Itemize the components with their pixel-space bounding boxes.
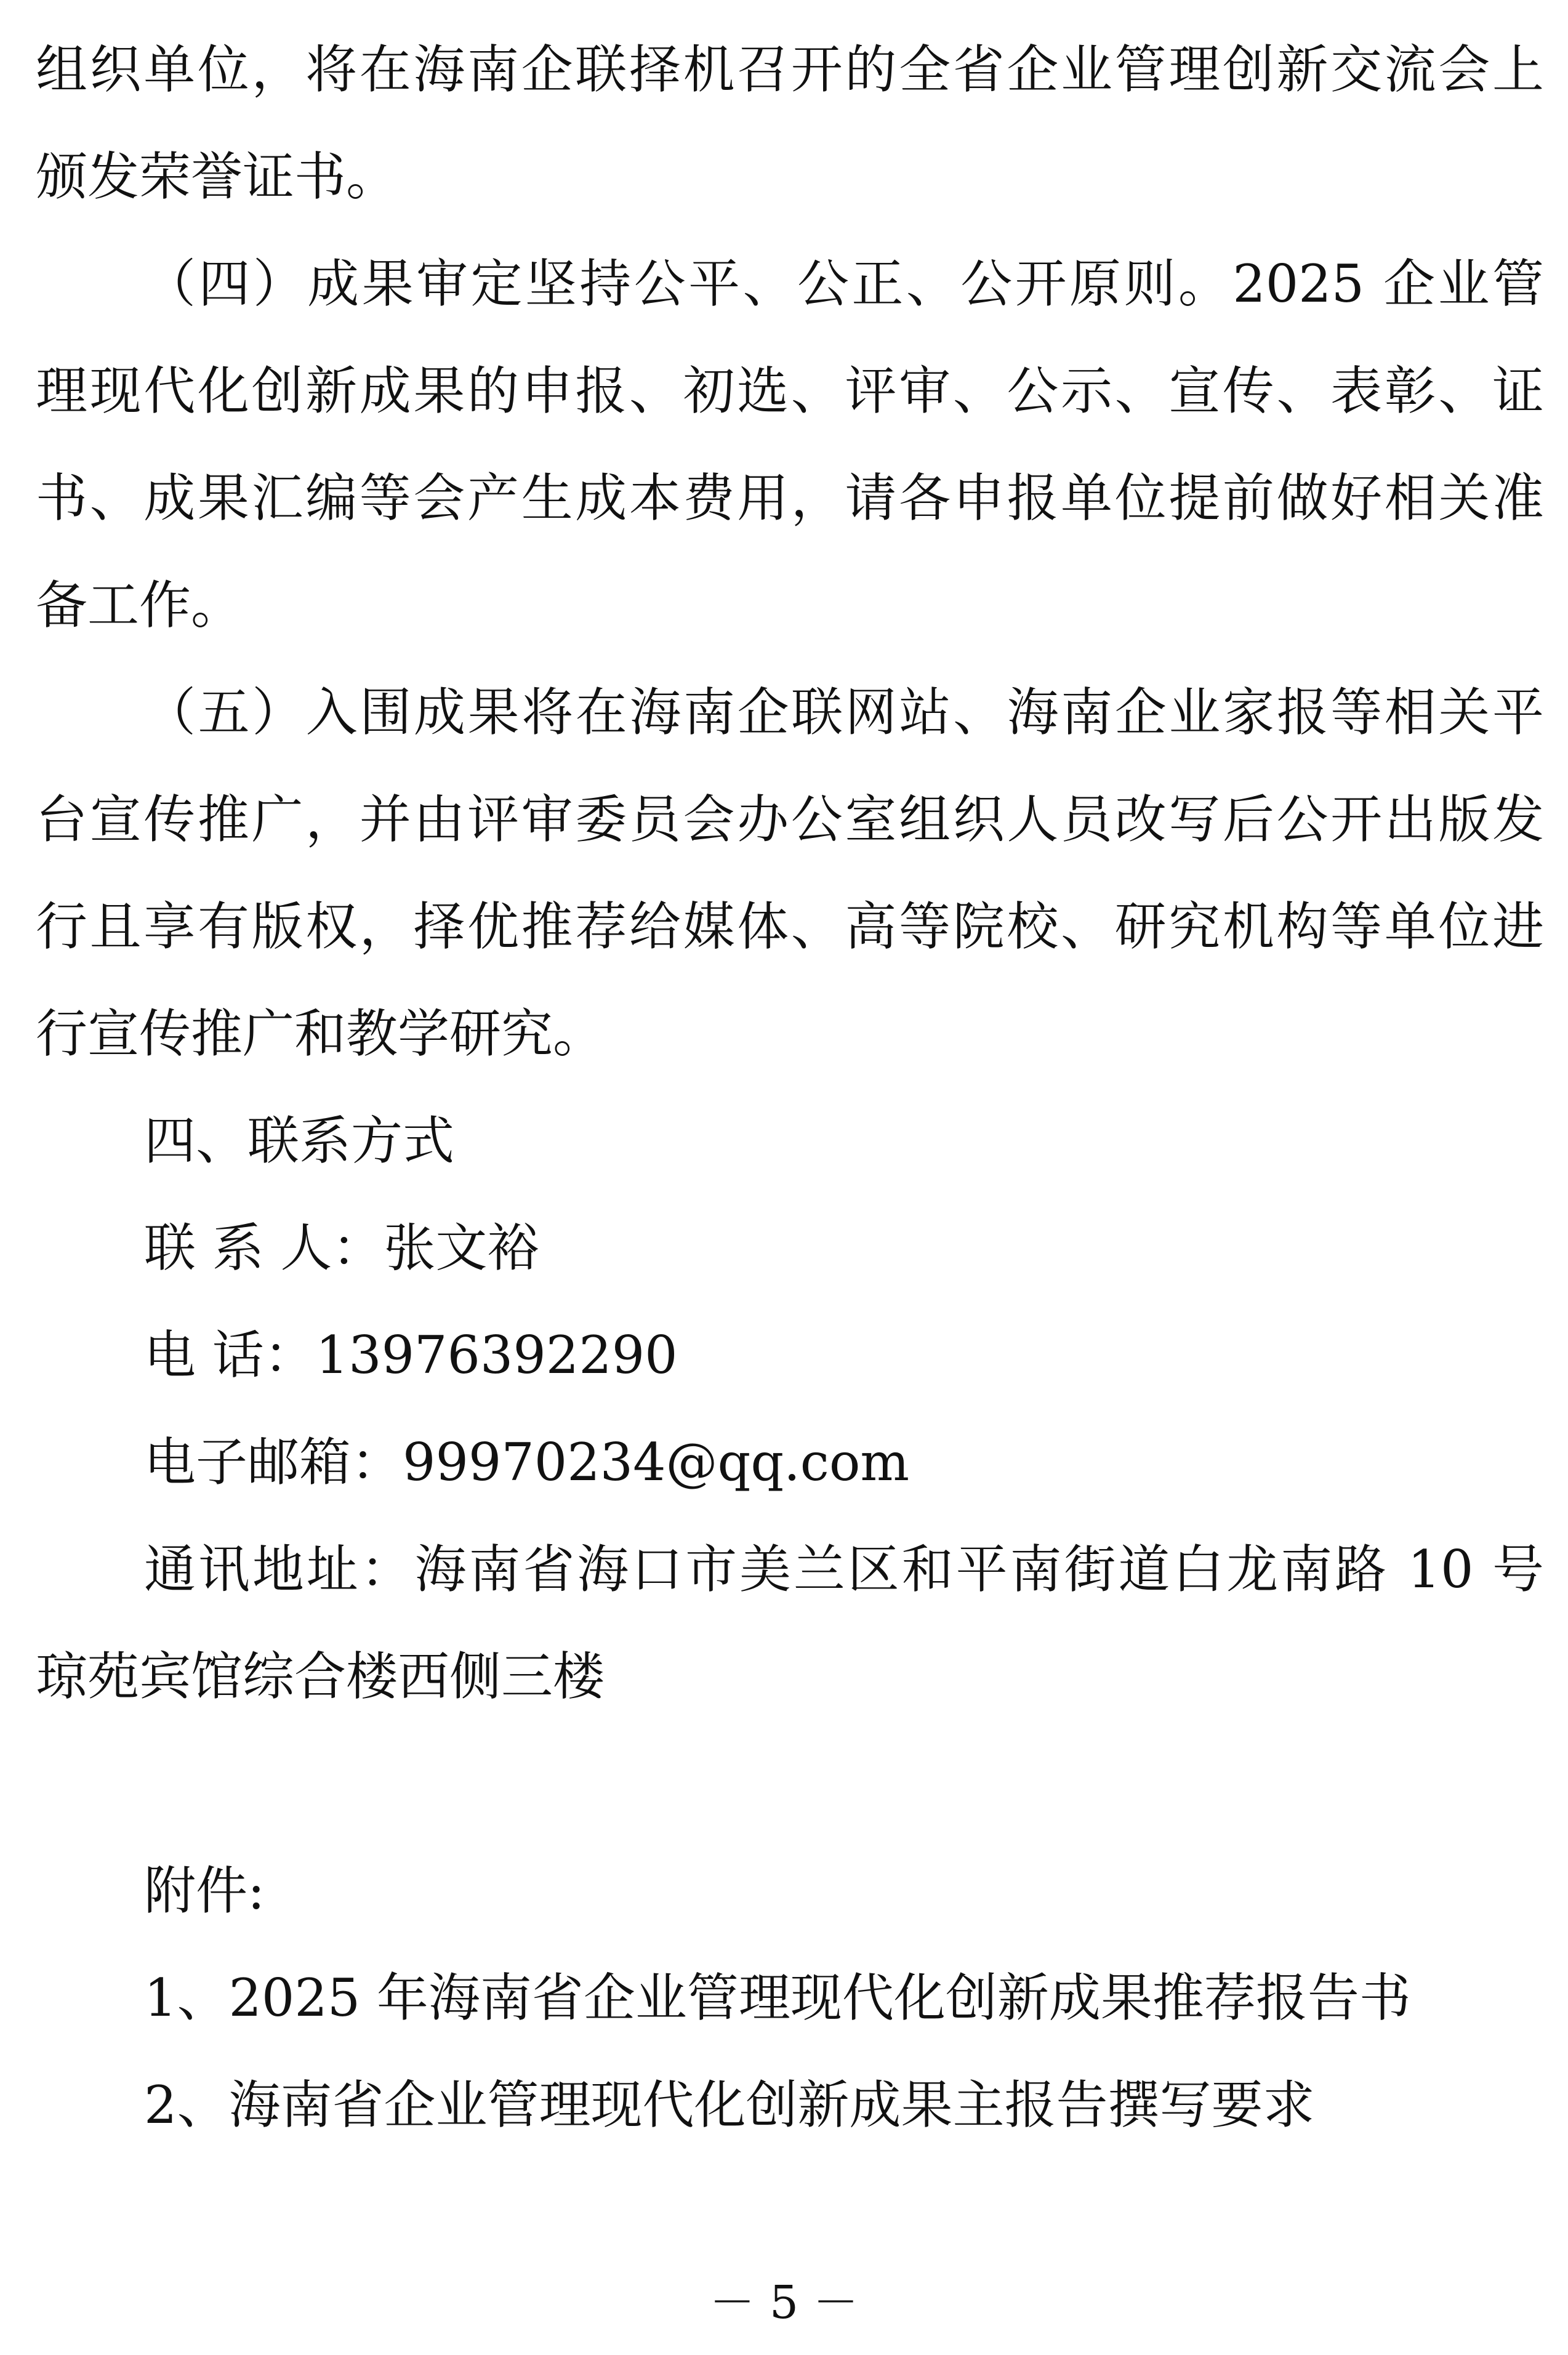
page-number: － 5 － <box>709 2276 859 2329</box>
blank-line <box>36 1730 1544 1837</box>
paragraph-line: （五）入围成果将在海南企联网站、海南企业家报等相关平 <box>144 682 1544 743</box>
section-heading: 四、联系方式 <box>144 1111 455 1171</box>
contact-person: 联 系 人：张文裕 <box>144 1218 539 1278</box>
document-page <box>36 16 1544 2159</box>
paragraph-line: 台宣传推广，并由评审委员会办公室组织人员改写后公开出版发 <box>36 789 1544 850</box>
paragraph-line: 备工作。 <box>36 575 243 635</box>
attachment-item: 2、海南省企业管理现代化创新成果主报告撰写要求 <box>144 2075 1315 2135</box>
paragraph-line: 书、成果汇编等会产生成本费用，请各申报单位提前做好相关准 <box>36 468 1544 528</box>
paragraph-line: 理现代化创新成果的申报、初选、评审、公示、宣传、表彰、证 <box>36 361 1544 421</box>
contact-email: 电子邮箱：99970234@qq.com <box>144 1432 910 1492</box>
attachments-label: 附件: <box>144 1861 265 1921</box>
paragraph-line: 行宣传推广和教学研究。 <box>36 1004 605 1064</box>
contact-address-line: 通讯地址：海南省海口市美兰区和平南街道白龙南路 10 号 <box>144 1539 1544 1600</box>
paragraph-line: （四）成果审定坚持公平、公正、公开原则。2025 企业管 <box>144 254 1544 314</box>
attachment-item: 1、2025 年海南省企业管理现代化创新成果推荐报告书 <box>144 1968 1411 2028</box>
paragraph-line: 组织单位，将在海南企联择机召开的全省企业管理创新交流会上 <box>36 39 1544 100</box>
contact-address-line: 琼苑宾馆综合楼西侧三楼 <box>36 1646 605 1707</box>
paragraph-line: 颁发荣誉证书。 <box>36 147 398 207</box>
paragraph-line: 行且享有版权，择优推荐给媒体、高等院校、研究机构等单位进 <box>36 896 1544 957</box>
contact-phone: 电 话：13976392290 <box>144 1325 678 1385</box>
